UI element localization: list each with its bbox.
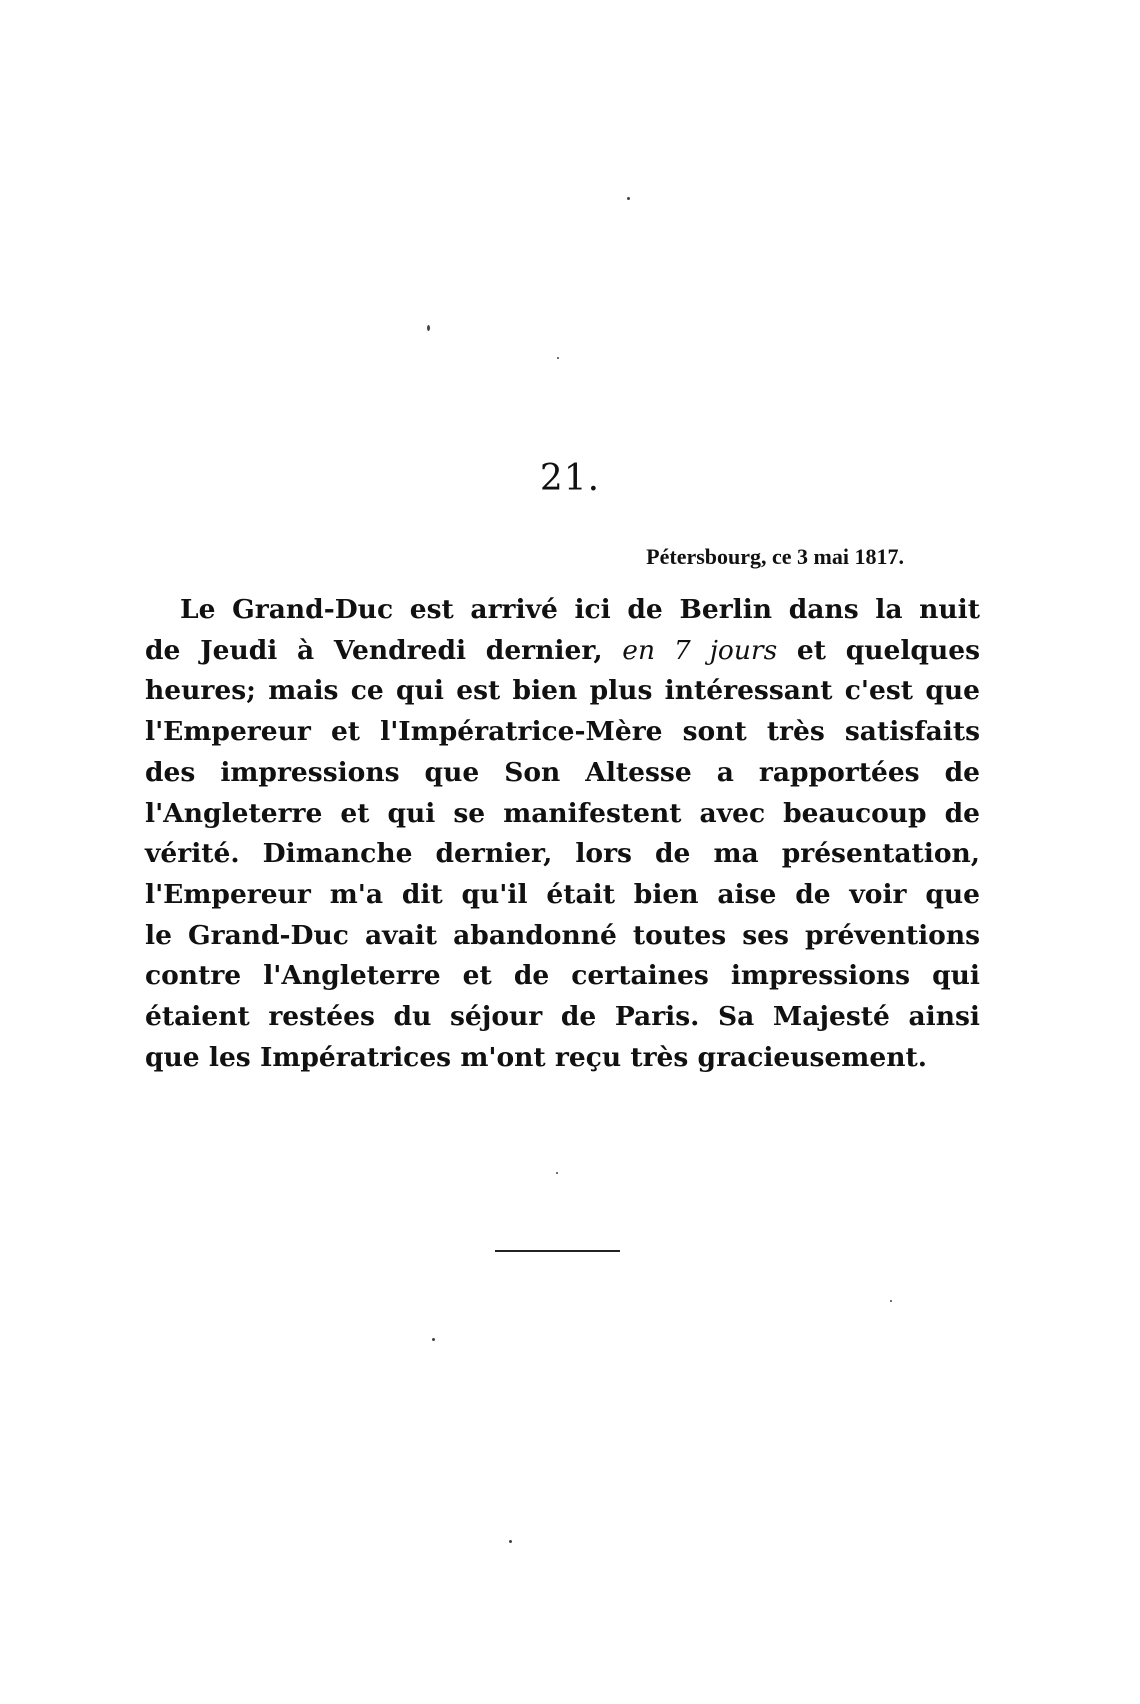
text-line: le Grand-Duc avait abandonné toutes ses préventions bbox=[145, 919, 980, 951]
text-line: vérité. Dimanche dernier, lors de ma présentation, bbox=[145, 838, 980, 870]
text-line: étaient restées du séjour de Paris. Sa Majesté ainsi bbox=[145, 1001, 980, 1033]
print-speck bbox=[556, 1172, 558, 1174]
print-speck bbox=[627, 197, 630, 200]
text-line: Le Grand-Duc est arrivé ici de Berlin dans la nuit bbox=[180, 594, 980, 625]
italic-phrase: en 7 jours bbox=[622, 634, 778, 666]
print-speck bbox=[432, 1338, 435, 1341]
text-line: que les Impératrices m'ont reçu très gracieusement. bbox=[145, 1041, 927, 1073]
letter-body bbox=[145, 590, 980, 1078]
text-line: des impressions que Son Altesse a rapportées de bbox=[145, 756, 980, 788]
letter-number: 21. bbox=[539, 458, 601, 499]
text-line: heures; mais ce qui est bien plus intéressant c'est que bbox=[145, 675, 980, 707]
text-line: l'Empereur et l'Impératrice-Mère sont très satisfaits bbox=[145, 716, 980, 748]
text-line: l'Empereur m'a dit qu'il était bien aise de voir que bbox=[145, 878, 980, 910]
print-speck bbox=[509, 1540, 512, 1543]
print-speck bbox=[427, 325, 430, 331]
section-separator bbox=[495, 1250, 620, 1252]
print-speck bbox=[890, 1300, 892, 1302]
print-speck bbox=[557, 357, 559, 359]
text-line: de Jeudi à Vendredi dernier, en 7 jours et quelques bbox=[145, 634, 980, 666]
text-line: l'Angleterre et qui se manifestent avec beaucoup de bbox=[145, 797, 980, 829]
dateline: Pétersbourg, ce 3 mai 1817. bbox=[646, 544, 904, 569]
text-line: contre l'Angleterre et de certaines impressions qui bbox=[145, 960, 980, 992]
